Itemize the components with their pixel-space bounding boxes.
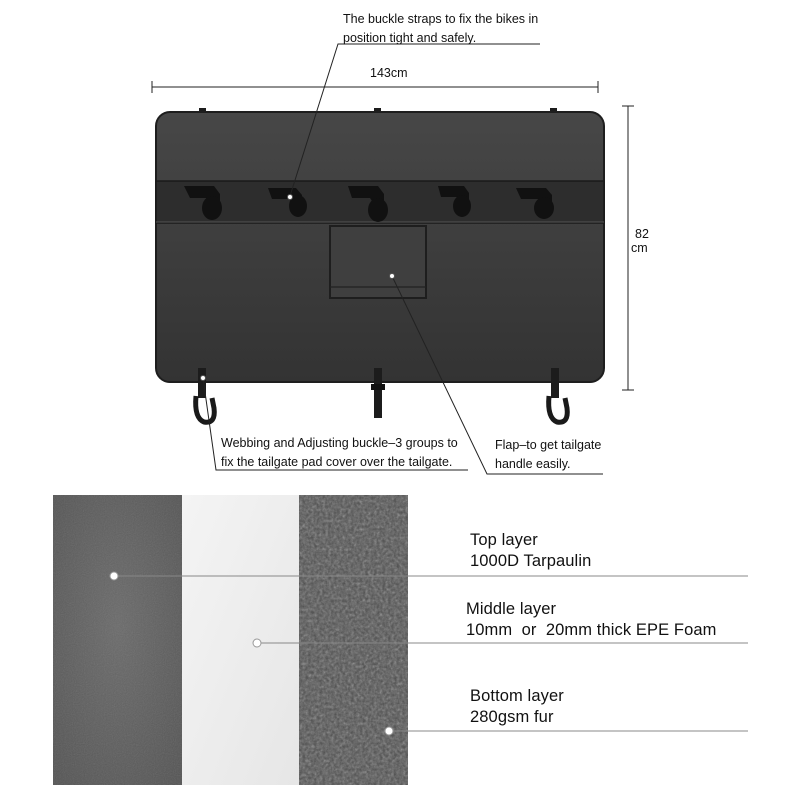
layer-bottom [470,686,564,728]
callout-flap-line1: Flap–to get tailgate [495,438,602,452]
top-layer-dot [110,572,118,580]
layer-top [470,530,591,572]
swatch-tarpaulin [53,495,182,785]
callout-buckle-line2: position tight and safely. [343,31,477,45]
callout-webbing-line1: Webbing and Adjusting buckle–3 groups to [221,436,458,450]
middle-layer-dot [253,639,261,647]
layer-top-detail: 1000D Tarpaulin [470,552,592,570]
layer-middle-detail: 10mm or 20mm thick EPE Foam [466,621,717,639]
swatch-epe-foam [182,495,299,785]
layer-top-name: Top layer [470,531,538,549]
bottom-layer-dot [385,727,393,735]
swatch-fur [299,495,408,785]
callout-flap-line2: handle easily. [495,457,571,471]
height-unit-label: cm [631,241,648,255]
callout-webbing-line2: fix the tailgate pad cover over the tailgate. [221,455,453,469]
width-label: 143cm [370,66,408,80]
layer-bottom-name: Bottom layer [470,687,564,705]
callout-buckle-line1: The buckle straps to fix the bikes in [343,12,539,26]
layer-middle-name: Middle layer [466,600,557,618]
layer-bottom-detail: 280gsm fur [470,708,554,726]
height-value-label: 82 [635,227,649,241]
layer-middle [466,599,716,641]
